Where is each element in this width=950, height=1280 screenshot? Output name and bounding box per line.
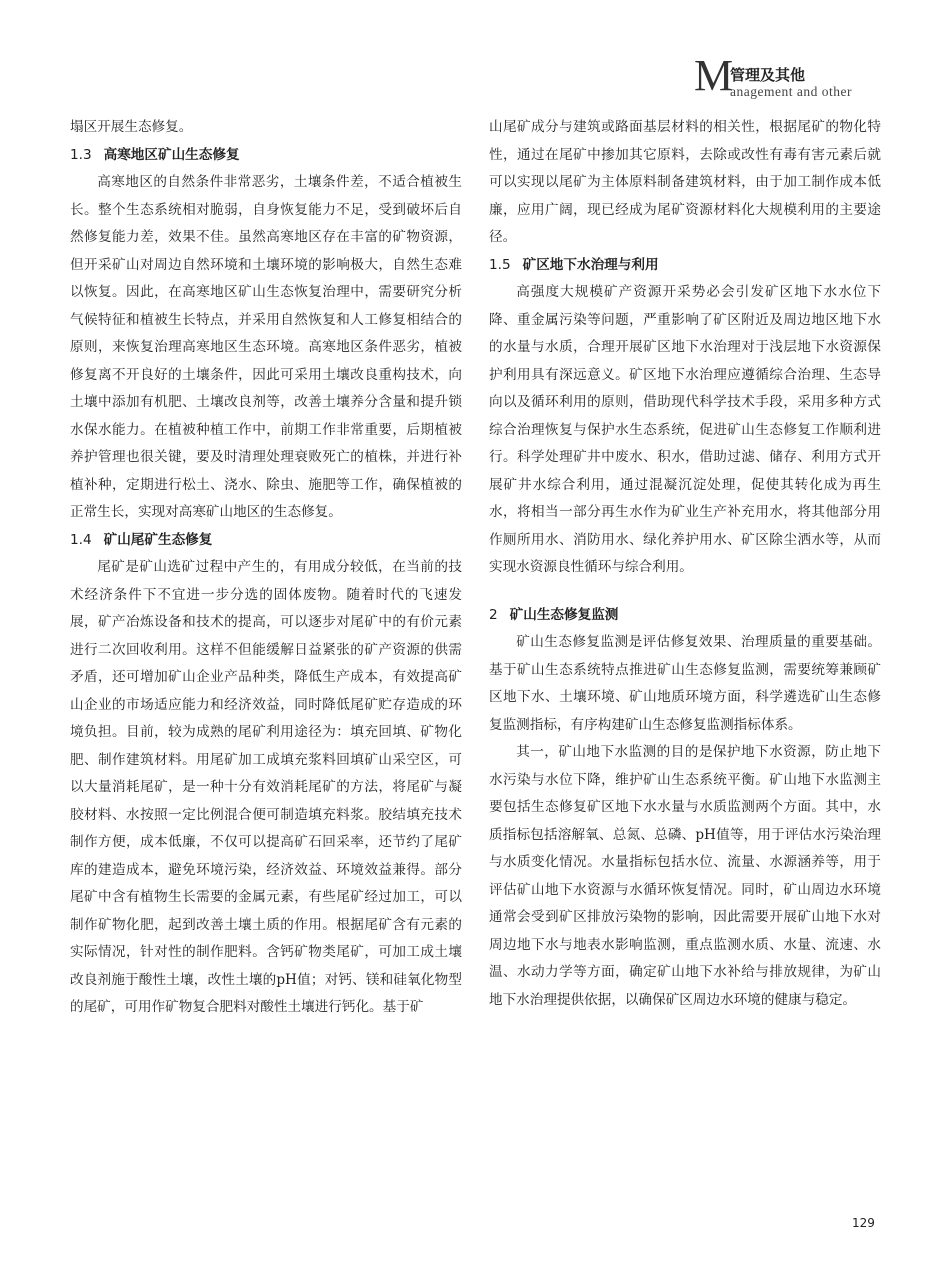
section-logo-letter: M — [694, 51, 734, 100]
heading-1-4 — [70, 527, 462, 555]
paragraph-1-3: 高寒地区的自然条件非常恶劣，土壤条件差，不适合植被生长。整个生态系统相对脆弱，自身恢复能力不足，受到破坏后自然修复能力差，效果不佳。虽然高寒地区存在丰富的矿物资源，但开采矿山对周边自然环境和土壤环境的影响极大，自然生态难以恢复。因此，在高寒地区矿山生态恢复治理中，需要研究分析气候特征和植被生长特点，并采用自然恢复和人工修复相结合的原则，来恢复治理高寒地区生态环境。高寒地区条件恶劣，植被修复离不开良好的土壤条件，因此可采用土壤改良重构技术，向土壤中添加有机肥、土壤改良剂等，改善土壤养分含量和提升锁水保水能力。在植被种植工作中，前期工作非常重要，后期植被养护管理也很关键，要及时清理处理衰败死亡的植株，并进行补植补种，定期进行松土、浇水、除虫、施肥等工作，确保植被的正常生长，实现对高寒矿山地区的生态修复。 — [70, 174, 462, 520]
page-number: 129 — [852, 1216, 875, 1230]
heading-title: 高寒地区矿山生态修复 — [103, 146, 240, 163]
heading-title: 矿区地下水治理与利用 — [522, 256, 659, 273]
paragraph-1-5: 高强度大规模矿产资源开采势必会引发矿区地下水水位下降、重金属污染等问题，严重影响了矿区附近及周边地区地下水的水量与水质，合理开展矿区地下水治理对于浅层地下水资源保护利用具有深远意义。矿区地下水治理应遵循综合治理、生态导向以及循环利用的原则，借助现代科学技术手段，采用多种方式综合治理恢复与保护水生态系统，促进矿山生态修复工作顺利进行。科学处理矿井中废水、积水，借助过滤、储存、利用方式开展矿井水综合利用，通过混凝沉淀处理，促使其转化成为再生水，将相当一部分再生水作为矿业生产补充用水，将其他部分用作厕所用水、消防用水、绿化养护用水、矿区除尘洒水等，从而实现水资源良性循环与综合利用。 — [489, 284, 881, 575]
heading-number: 1.5 — [489, 256, 511, 273]
right-column — [489, 114, 881, 1014]
heading-title: 矿山尾矿生态修复 — [103, 531, 213, 548]
heading-number: 1.3 — [70, 146, 92, 163]
continuation-text: 山尾矿成分与建筑或路面基层材料的相关性，根据尾矿的物化特性，通过在尾矿中掺加其它原料，去除或改性有毒有害元素后就可以实现以尾矿为主体原料制备建筑材料，由于加工制作成本低廉，应用广阔，现已经成为尾矿资源材料化大规模利用的主要途径。 — [489, 119, 881, 245]
continuation-text: 塌区开展生态修复。 — [70, 119, 193, 135]
section-title-chinese: 管理及其他 — [730, 66, 806, 84]
heading-2 — [489, 602, 881, 630]
heading-number: 1.4 — [70, 531, 92, 548]
heading-title: 矿山生态修复监测 — [509, 606, 619, 623]
heading-number: 2 — [489, 606, 498, 623]
paragraph-1-4: 尾矿是矿山选矿过程中产生的，有用成分较低，在当前的技术经济条件下不宜进一步分选的固体废物。随着时代的飞速发展，矿产冶炼设备和技术的提高，可以逐步对尾矿中的有价元素进行二次回收利用。这样不但能缓解日益紧张的矿产资源的供需矛盾，还可增加矿山企业产品种类，降低生产成本，有效提高矿山企业的市场适应能力和经济效益，同时降低尾矿贮存造成的环境负担。目前，较为成熟的尾矿利用途径为：填充回填、矿物化肥、制作建筑材料。用尾矿加工成填充浆料回填矿山采空区，可以大量消耗尾矿，是一种十分有效消耗尾矿的方法，将尾矿与凝胶材料、水按照一定比例混合便可制造填充料浆。胶结填充技术制作方便，成本低廉，不仅可以提高矿石回采率，还节约了尾矿库的建造成本，避免环境污染，经济效益、环境效益兼得。部分尾矿中含有植物生长需要的金属元素，有些尾矿经过加工，可以制作矿物化肥，起到改善土壤土质的作用。根据尾矿含有元素的实际情况，针对性的制作肥料。含钙矿物类尾矿，可加工成土壤改良剂施于酸性土壤，改性土壤的pH值；对钙、镁和硅氧化物型的尾矿，可用作矿物复合肥料对酸性土壤进行钙化。基于矿 — [70, 559, 462, 1015]
heading-1-3 — [70, 142, 462, 170]
paragraph-2-a: 矿山生态修复监测是评估修复效果、治理质量的重要基础。基于矿山生态系统特点推进矿山生态修复监测，需要统筹兼顾矿区地下水、土壤环境、矿山地质环境方面，科学遴选矿山生态修复监测指标，有序构建矿山生态修复监测指标体系。 — [489, 634, 881, 733]
journal-section-header — [694, 51, 914, 102]
section-title-english: anagement and other — [730, 84, 852, 99]
heading-1-5 — [489, 252, 881, 280]
left-column — [70, 114, 462, 1022]
paragraph-2-b: 其一，矿山地下水监测的目的是保护地下水资源，防止地下水污染与水位下降，维护矿山生态系统平衡。矿山地下水监测主要包括生态修复矿区地下水水量与水质监测两个方面。其中，水质指标包括溶解氧、总氮、总磷、pH值等，用于评估水污染治理与水质变化情况。水量指标包括水位、流量、水源涵养等，用于评估矿山地下水资源与水循环恢复情况。同时，矿山周边水环境通常会受到矿区排放污染物的影响，因此需要开展矿山地下水对周边地下水与地表水影响监测，重点监测水质、水量、流速、水温、水动力学等方面，确定矿山地下水补给与排放规律，为矿山地下水治理提供依据，以确保矿区周边水环境的健康与稳定。 — [489, 744, 881, 1008]
